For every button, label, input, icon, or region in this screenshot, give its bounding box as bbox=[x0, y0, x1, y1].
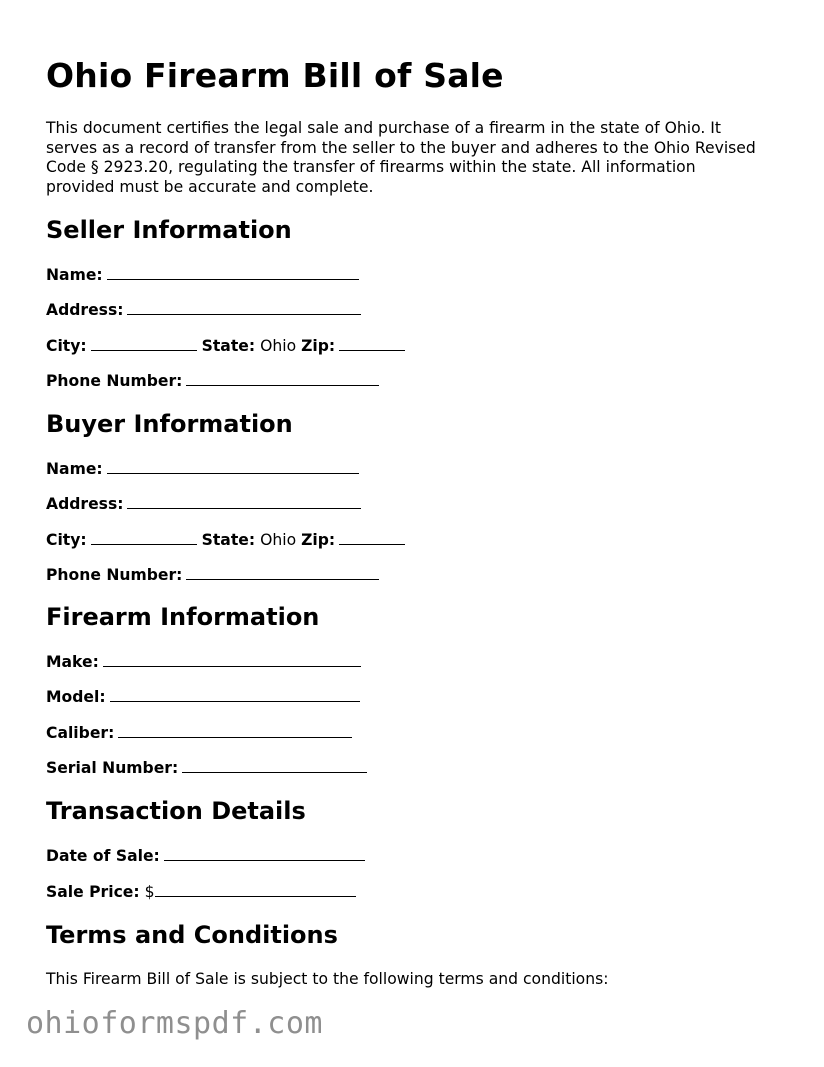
buyer-name-blank[interactable] bbox=[107, 459, 359, 474]
sale-price-field bbox=[46, 882, 356, 902]
seller-phone-field bbox=[46, 371, 379, 391]
sale-date-label: Date of Sale: bbox=[46, 847, 160, 865]
seller-address-blank[interactable] bbox=[127, 300, 361, 315]
page-title: Ohio Firearm Bill of Sale bbox=[46, 56, 504, 95]
transaction-heading: Transaction Details bbox=[46, 797, 306, 825]
currency-symbol: $ bbox=[144, 883, 155, 901]
buyer-state-label: State: bbox=[201, 531, 256, 549]
seller-phone-blank[interactable] bbox=[186, 371, 379, 386]
firearm-make-blank[interactable] bbox=[103, 652, 361, 667]
terms-heading: Terms and Conditions bbox=[46, 921, 338, 949]
seller-city-state-zip-field bbox=[46, 336, 405, 356]
buyer-zip-blank[interactable] bbox=[339, 530, 405, 545]
firearm-model-blank[interactable] bbox=[110, 687, 360, 702]
buyer-heading: Buyer Information bbox=[46, 410, 293, 438]
intro-paragraph: This document certifies the legal sale and purchase of a firearm in the state of Ohio. It serves as a record of transfer from the seller to the buyer and adheres to the Ohio Revised Code § 2923.20, regulating the transfer of firearms within the state. All information provided must be accurate and complete. bbox=[46, 119, 756, 196]
firearm-model-label: Model: bbox=[46, 688, 106, 706]
seller-address-field bbox=[46, 300, 361, 320]
seller-name-blank[interactable] bbox=[107, 265, 359, 280]
firearm-model-field bbox=[46, 687, 360, 707]
buyer-name-field bbox=[46, 459, 359, 479]
firearm-caliber-blank[interactable] bbox=[118, 723, 352, 738]
buyer-phone-label: Phone Number: bbox=[46, 566, 183, 584]
seller-state-label: State: bbox=[201, 337, 256, 355]
seller-state-value: Ohio bbox=[260, 337, 297, 355]
seller-phone-label: Phone Number: bbox=[46, 372, 183, 390]
seller-city-label: City: bbox=[46, 337, 87, 355]
firearm-caliber-field bbox=[46, 723, 352, 743]
firearm-serial-label: Serial Number: bbox=[46, 759, 179, 777]
seller-name-label: Name: bbox=[46, 266, 103, 284]
buyer-name-label: Name: bbox=[46, 460, 103, 478]
firearm-caliber-label: Caliber: bbox=[46, 724, 115, 742]
buyer-state-value: Ohio bbox=[260, 531, 297, 549]
buyer-address-label: Address: bbox=[46, 495, 124, 513]
buyer-city-state-zip-field bbox=[46, 530, 405, 550]
buyer-address-field bbox=[46, 494, 361, 514]
buyer-phone-blank[interactable] bbox=[186, 565, 379, 580]
seller-city-blank[interactable] bbox=[91, 336, 197, 351]
sale-price-blank[interactable] bbox=[155, 882, 356, 897]
firearm-make-label: Make: bbox=[46, 653, 99, 671]
sale-price-label: Sale Price: bbox=[46, 883, 140, 901]
terms-text: This Firearm Bill of Sale is subject to the following terms and conditions: bbox=[46, 970, 609, 988]
seller-zip-label: Zip: bbox=[301, 337, 336, 355]
buyer-city-blank[interactable] bbox=[91, 530, 197, 545]
seller-address-label: Address: bbox=[46, 301, 124, 319]
buyer-phone-field bbox=[46, 565, 379, 585]
buyer-city-label: City: bbox=[46, 531, 87, 549]
site-watermark: ohioformspdf.com bbox=[26, 1006, 323, 1041]
firearm-serial-blank[interactable] bbox=[182, 758, 367, 773]
buyer-address-blank[interactable] bbox=[127, 494, 361, 509]
firearm-make-field bbox=[46, 652, 361, 672]
firearm-heading: Firearm Information bbox=[46, 603, 320, 631]
seller-name-field bbox=[46, 265, 359, 285]
sale-date-blank[interactable] bbox=[164, 846, 365, 861]
seller-zip-blank[interactable] bbox=[339, 336, 405, 351]
firearm-serial-field bbox=[46, 758, 367, 778]
sale-date-field bbox=[46, 846, 365, 866]
seller-heading: Seller Information bbox=[46, 216, 292, 244]
buyer-zip-label: Zip: bbox=[301, 531, 336, 549]
